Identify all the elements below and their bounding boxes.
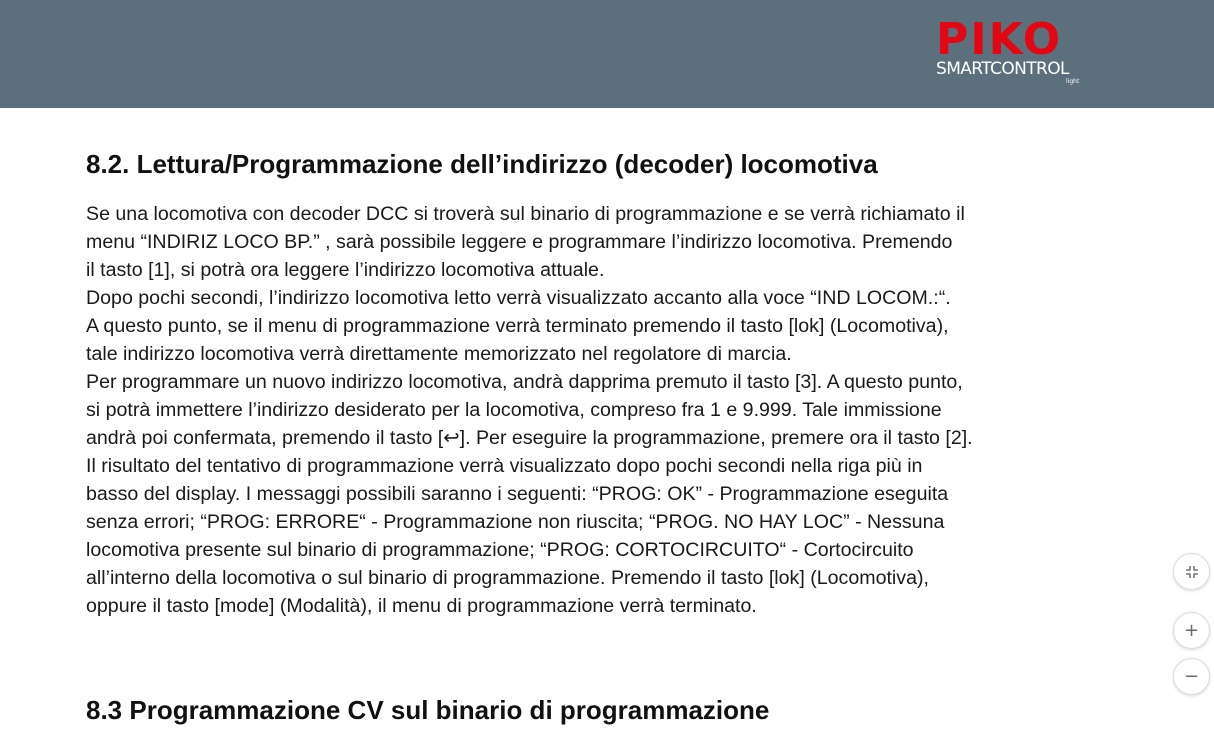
body-line: il tasto [1], si potrà ora leggere l’indirizzo locomotiva attuale. [86, 259, 605, 281]
body-line: Se una locomotiva con decoder DCC si troverà sul binario di programmazione e se verrà richiamato il [86, 203, 965, 225]
fit-to-page-button[interactable] [1173, 553, 1210, 590]
section-body [86, 200, 1166, 620]
next-section-title: 8.3 Programmazione CV sul binario di programmazione [86, 695, 770, 725]
body-line: senza errori; “PROG: ERRORE“ - Programmazione non riuscita; “PROG. NO HAY LOC” - Nessuna [86, 511, 945, 533]
body-line: andrà poi confermata, premendo il tasto [↩]. Per eseguire la programmazione, premere ora il tasto [2]. [86, 427, 973, 449]
piko-logo [934, 14, 1104, 90]
document-content [86, 148, 1166, 617]
header-bar [0, 0, 1214, 108]
zoom-in-button[interactable]: + [1173, 612, 1210, 649]
body-line: A questo punto, se il menu di programmazione verrà terminato premendo il tasto [lok] (Locomotiva), [86, 315, 949, 337]
logo-wordmark: PIKO [936, 14, 1063, 65]
body-line: oppure il tasto [mode] (Modalità), il menu di programmazione verrà terminato. [86, 595, 757, 617]
logo-tagline: light [1066, 78, 1080, 85]
body-line: basso del display. I messaggi possibili saranno i seguenti: “PROG: OK” - Programmazione eseguita [86, 483, 949, 505]
collapse-icon [1185, 565, 1199, 579]
body-line: tale indirizzo locomotiva verrà direttamente memorizzato nel regolatore di marcia. [86, 343, 792, 365]
logo-subtitle: SMARTCONTROL [936, 59, 1069, 79]
body-line: all’interno della locomotiva o sul binario di programmazione. Premendo il tasto [lok] (Locomotiva), [86, 567, 929, 589]
body-line: Il risultato del tentativo di programmazione verrà visualizzato dopo pochi secondi nella riga più in [86, 455, 923, 477]
body-line: Dopo pochi secondi, l’indirizzo locomotiva letto verrà visualizzato accanto alla voce “IND LOCOM.:“. [86, 287, 951, 309]
section-title: 8.2. Lettura/Programmazione dell’indirizzo (decoder) locomotiva [86, 149, 878, 179]
body-line: menu “INDIRIZ LOCO BP.” , sarà possibile leggere e programmare l’indirizzo locomotiva. Premendo [86, 231, 953, 253]
body-line: si potrà immettere l’indirizzo desiderato per la locomotiva, compreso fra 1 e 9.999. Tale immissione [86, 399, 942, 421]
body-line: locomotiva presente sul binario di programmazione; “PROG: CORTOCIRCUITO“ - Cortocircuito [86, 539, 914, 561]
body-line: Per programmare un nuovo indirizzo locomotiva, andrà dapprima premuto il tasto [3]. A questo punto, [86, 371, 963, 393]
zoom-out-button[interactable]: − [1173, 658, 1210, 695]
